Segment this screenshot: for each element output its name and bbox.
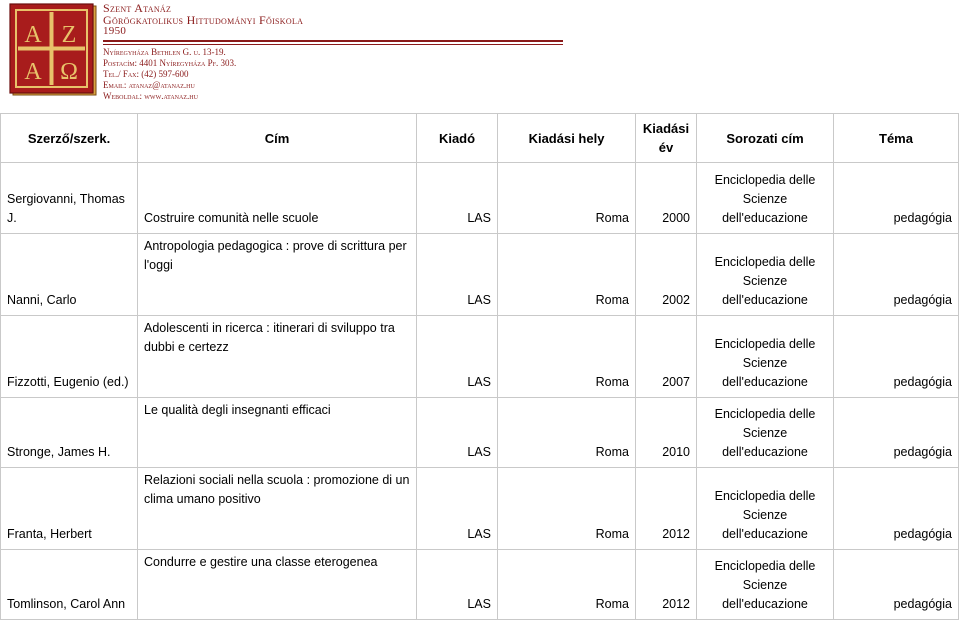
cell-series: Enciclopedia delle Scienze dell'educazione [697,234,834,316]
logo-letter-zeta: Z [61,22,77,48]
cell-topic: pedagógia [834,234,959,316]
cell-publisher: LAS [417,316,498,398]
column-header-series: Sorozati cím [697,114,834,163]
cell-year: 2010 [636,398,697,468]
book-list-table [0,113,959,620]
cell-publisher: LAS [417,163,498,234]
cell-topic: pedagógia [834,550,959,620]
cell-series: Enciclopedia delle Scienze dell'educazione [697,398,834,468]
table-row [1,550,959,620]
logo-letter-alpha-top: A [24,22,42,48]
cell-title: Costruire comunità nelle scuole [138,163,417,234]
cell-title: Antropologia pedagogica : prove di scrittura per l'oggi [138,234,417,316]
cell-place: Roma [498,468,636,550]
cell-title: Relazioni sociali nella scuola : promozione di un clima umano positivo [138,468,417,550]
column-header-title: Cím [138,114,417,163]
cell-place: Roma [498,316,636,398]
contact-website[interactable]: Weboldal: www.atanaz.hu [103,91,198,101]
cell-place: Roma [498,234,636,316]
column-header-author: Szerző/szerk. [1,114,138,163]
logo-letter-omega: Ω [60,59,78,85]
cell-topic: pedagógia [834,316,959,398]
cell-topic: pedagógia [834,468,959,550]
header-divider [103,40,563,42]
contact-postal: Postacím: 4401 Nyíregyháza Pf. 303. [103,58,237,68]
cell-year: 2012 [636,550,697,620]
cell-author: Stronge, James H. [1,398,138,468]
cell-year: 2002 [636,234,697,316]
cell-year: 2012 [636,468,697,550]
column-header-publisher: Kiadó [417,114,498,163]
cell-publisher: LAS [417,468,498,550]
cell-author: Franta, Herbert [1,468,138,550]
table-row [1,234,959,316]
table-row [1,398,959,468]
cell-place: Roma [498,163,636,234]
cell-series: Enciclopedia delle Scienze dell'educazione [697,468,834,550]
logo-letter-alpha-bottom: A [24,59,42,85]
institution-logo [6,3,98,97]
table-row [1,468,959,550]
cell-year: 2007 [636,316,697,398]
table-row [1,316,959,398]
cell-series: Enciclopedia delle Scienze dell'educazione [697,550,834,620]
cell-author: Tomlinson, Carol Ann [1,550,138,620]
cell-title: Le qualità degli insegnanti efficaci [138,398,417,468]
cell-place: Roma [498,398,636,468]
cell-place: Roma [498,550,636,620]
column-header-topic: Téma [834,114,959,163]
cell-author: Sergiovanni, Thomas J. [1,163,138,234]
cell-topic: pedagógia [834,163,959,234]
institution-name: Szent Atanáz [103,1,172,15]
cell-title: Adolescenti in ricerca : itinerari di sviluppo tra dubbi e certezz [138,316,417,398]
column-header-year: Kiadási év [636,114,697,163]
cell-publisher: LAS [417,550,498,620]
cell-year: 2000 [636,163,697,234]
cell-series: Enciclopedia delle Scienze dell'educazione [697,163,834,234]
table-header-row [1,114,959,163]
contact-address: Nyíregyháza Bethlen G. u. 13-19. [103,47,226,57]
cell-publisher: LAS [417,398,498,468]
column-header-place: Kiadási hely [498,114,636,163]
institution-subtitle: Görögkatolikus Hittudományi Főiskola [103,13,304,27]
cell-topic: pedagógia [834,398,959,468]
contact-email[interactable]: Email: atanaz@atanaz.hu [103,80,195,90]
header-divider-thin [103,44,563,45]
cell-series: Enciclopedia delle Scienze dell'educazione [697,316,834,398]
table-row [1,163,959,234]
cell-author: Fizzotti, Eugenio (ed.) [1,316,138,398]
cell-author: Nanni, Carlo [1,234,138,316]
founding-year: 1950 [103,25,127,37]
contact-phone: Tel./ Fax: (42) 597-600 [103,69,189,79]
cell-title: Condurre e gestire una classe eterogenea [138,550,417,620]
cell-publisher: LAS [417,234,498,316]
